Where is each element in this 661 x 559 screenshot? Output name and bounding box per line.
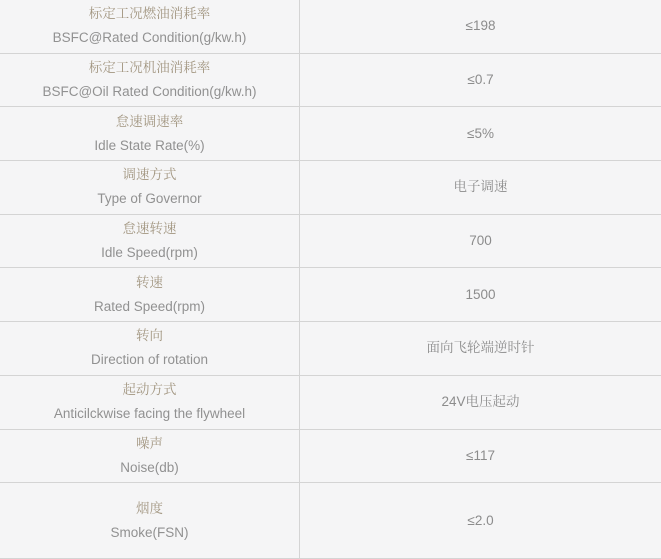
spec-label-en: BSFC@Rated Condition(g/kw.h) — [52, 30, 247, 46]
spec-value-cell — [300, 322, 661, 375]
spec-label-zh: 标定工况燃油消耗率 — [88, 6, 211, 22]
spec-label-zh: 起动方式 — [122, 382, 177, 398]
spec-label-zh: 噪声 — [136, 435, 163, 451]
spec-label-en: Idle Speed(rpm) — [101, 245, 198, 261]
spec-label-cell — [0, 483, 300, 558]
table-row — [0, 268, 661, 322]
spec-value-cell — [300, 430, 661, 483]
spec-value: ≤5% — [467, 125, 494, 141]
spec-value: ≤0.7 — [467, 72, 494, 88]
spec-label-cell — [0, 107, 300, 160]
spec-value-cell — [300, 54, 661, 107]
spec-value-cell — [300, 107, 661, 160]
spec-value: 面向飞轮端逆时针 — [426, 340, 535, 356]
spec-label-zh: 调速方式 — [122, 167, 177, 183]
spec-label-zh: 转速 — [136, 274, 163, 290]
spec-label-cell — [0, 54, 300, 107]
spec-value: ≤2.0 — [467, 512, 494, 528]
spec-label-cell — [0, 268, 300, 321]
spec-label-cell — [0, 161, 300, 214]
spec-label-en: Rated Speed(rpm) — [93, 298, 206, 314]
spec-label-zh: 烟度 — [136, 500, 163, 516]
spec-value: 电子调速 — [453, 179, 508, 195]
table-row — [0, 430, 661, 484]
spec-value-cell — [300, 215, 661, 268]
spec-value: ≤117 — [466, 447, 495, 463]
table-row — [0, 322, 661, 376]
spec-label-cell — [0, 215, 300, 268]
spec-label-zh: 怠速转速 — [122, 221, 177, 237]
spec-value-cell — [300, 483, 661, 558]
spec-value-cell — [300, 268, 661, 321]
spec-value-cell — [300, 0, 661, 53]
spec-value: 1500 — [465, 286, 496, 302]
spec-label-en: Type of Governor — [97, 191, 202, 207]
spec-label-en: Idle State Rate(%) — [94, 137, 205, 153]
spec-label-zh: 怠速调速率 — [115, 113, 184, 129]
table-row — [0, 0, 661, 54]
spec-label-cell — [0, 322, 300, 375]
spec-label-zh: 转向 — [136, 328, 163, 344]
spec-label-cell — [0, 376, 300, 429]
spec-label-en: Noise(db) — [120, 459, 179, 475]
table-row — [0, 376, 661, 430]
spec-value: 700 — [469, 233, 492, 249]
table-row — [0, 215, 661, 269]
spec-label-en: Direction of rotation — [90, 352, 209, 368]
spec-label-cell — [0, 430, 300, 483]
table-row — [0, 107, 661, 161]
spec-label-en: Smoke(FSN) — [110, 524, 189, 540]
spec-value: 24V电压起动 — [441, 394, 520, 410]
table-row — [0, 54, 661, 108]
spec-label-en: Anticilckwise facing the flywheel — [53, 406, 246, 422]
spec-label-zh: 标定工况机油消耗率 — [88, 60, 211, 76]
table-row — [0, 161, 661, 215]
spec-value-cell — [300, 376, 661, 429]
spec-value: ≤198 — [465, 18, 496, 34]
spec-label-cell — [0, 0, 300, 53]
spec-label-en: BSFC@Oil Rated Condition(g/kw.h) — [42, 84, 257, 100]
spec-value-cell — [300, 161, 661, 214]
table-row — [0, 483, 661, 559]
